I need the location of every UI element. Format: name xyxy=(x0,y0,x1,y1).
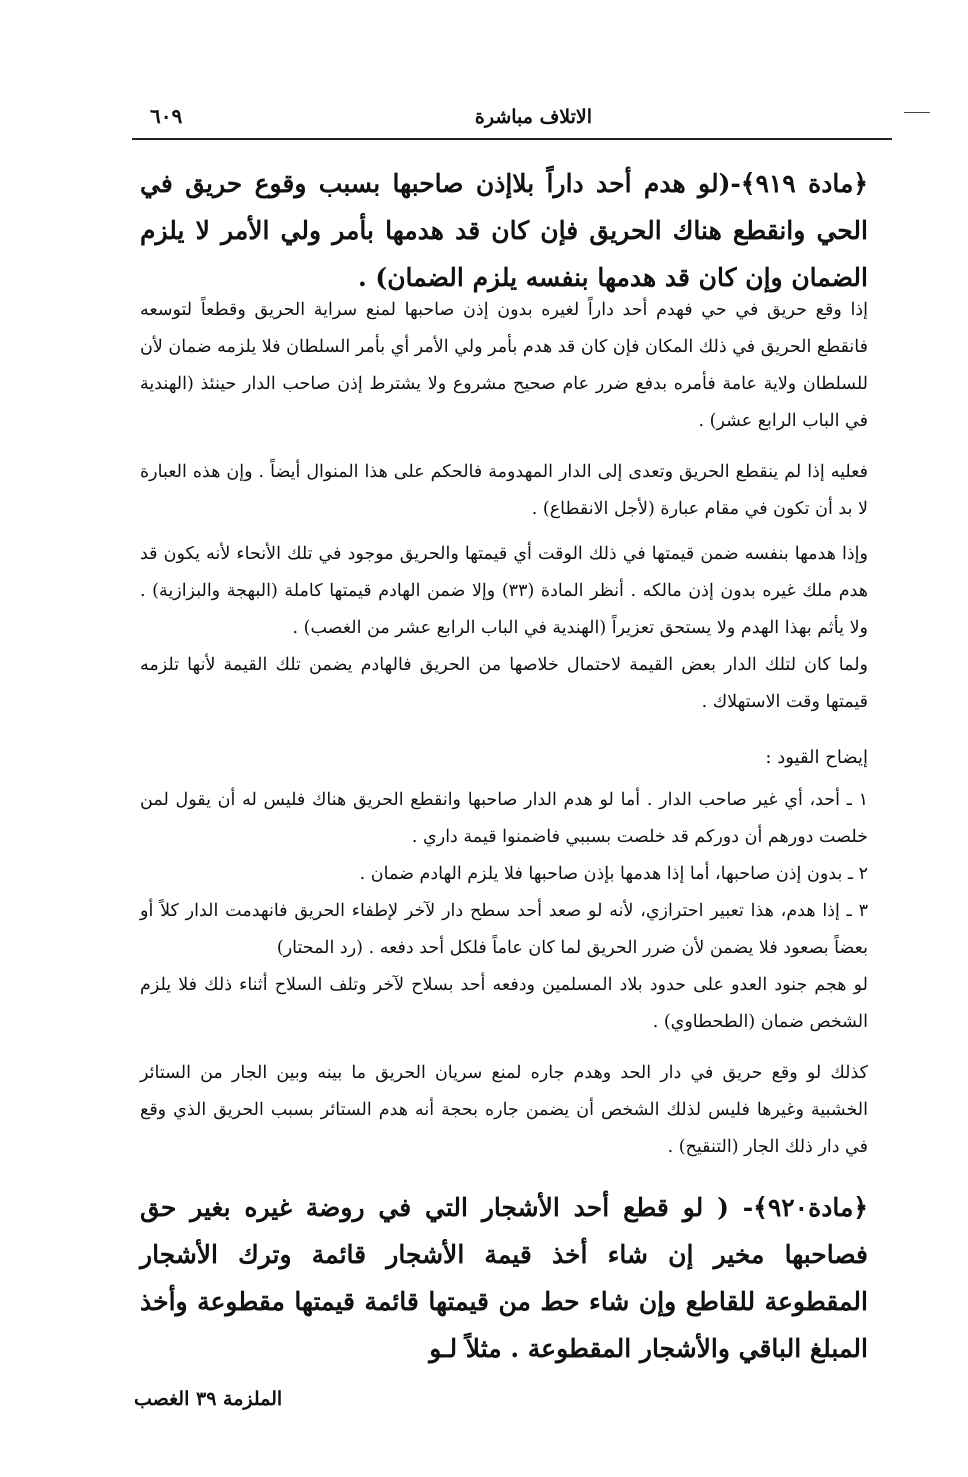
commentary-paragraph-3: وإذا هدمها بنفسه ضمن قيمتها في ذلك الوقت أي قيمتها والحريق موجود في تلك الأنحاء لأنه يكون قد هدم ملك غيره بدون إذن مالكه . أنظر المادة (٣٣) وإلا ضمن الهادم قيمتها كاملة (البهجة والبزازية) . ولا يأثم بهذا الهدم ولا يستحق تعزيراً (الهندية في الباب الرابع عشر من الغصب) . xyxy=(140,544,868,638)
commentary-paragraph-1: إذا وقع حريق في حي فهدم أحد داراً لغيره بدون إذن صاحبها لمنع سراية الحريق وقطعاً لتوسعه فانقطع الحريق في ذلك المكان فإن كان قد هدم بأمر ولي الأمر أي بأمر السلطان فلا يلزمه ضمان لأن للسلطان ولاية عامة فأمره بدفع ضرر عام صحيح مشروع ولا يشترط إذن صاحب الدار حينئذ (الهندية في الباب الرابع عشر) . xyxy=(140,300,868,431)
constraint-item-1: ١ ـ أحد، أي غير صاحب الدار . أما لو هدم الدار صاحبها وانقطع الحريق هناك فليس له أن يقول لمن خلصت دورهم أن دوركم قد خلصت بسببي فاضمنوا قيمة داري . xyxy=(140,790,868,847)
running-title: الاتلاف مباشرة xyxy=(474,106,592,128)
article-919-text: ﴿مادة ٩١٩﴾-(لو هدم أحد داراً بلاإذن صاحبها بسبب وقوع حريق في الحي وانقطع هناك الحريق فإن كان قد هدمها بأمر ولي الأمر لا يلزم الضمان وإن كان قد هدمها بنفسه يلزم الضمان) . xyxy=(140,169,868,292)
constraint-item-2: ٢ ـ بدون إذن صاحبها، أما إذا هدمها بإذن صاحبها فلا يلزم الهادم ضمان . xyxy=(359,864,868,884)
corner-mark xyxy=(904,112,930,113)
article-920 xyxy=(140,1184,868,1372)
header-rule xyxy=(132,138,892,140)
article-920-text: ﴿مادة٩٢٠﴾- ( لو قطع أحد الأشجار التي في روضة غيره بغير حق فصاحبها مخير إن شاء أخذ قيمة الأشجار قائمة وترك الأشجار المقطوعة للقاطع وإن شاء حط من قيمتها قائمة قيمتها مقطوعة وأخذ المبلغ الباقي والأشجار المقطوعة . مثلاً لـو xyxy=(140,1193,868,1363)
constraints-heading: إيضاح القيود : xyxy=(765,747,868,768)
commentary-paragraph-5: لو هجم جنود العدو على حدود بلاد المسلمين ودفعه أحد بسلاح لآخر وتلف السلاح أثناء ذلك فلا يلزم الشخص ضمان (الطحطاوي) . xyxy=(140,975,868,1032)
page-number: ٦٠٩ xyxy=(150,104,183,128)
commentary-paragraph-4: ولما كان لتلك الدار بعض القيمة لاحتمال خلاصها من الحريق فالهادم يضمن تلك القيمة لأنها تلزمه قيمتها وقت الاستهلاك . xyxy=(140,655,868,712)
article-919 xyxy=(140,160,868,301)
commentary-paragraph-6: كذلك لو وقع حريق في دار الحد وهدم جاره لمنع سريان الحريق ما بينه وبين الجار من الستائر الخشبية وغيرها فليس لذلك الشخص أن يضمن جاره بحجة أنه هدم الستائر بسبب الحريق الذي وقع في دار ذلك الجار (التنقيح) . xyxy=(140,1063,868,1157)
page-header xyxy=(132,96,892,136)
commentary xyxy=(140,292,868,1174)
commentary-paragraph-2: فعليه إذا لم ينقطع الحريق وتعدى إلى الدار المهدومة فالحكم على هذا المنوال أيضاً . وإن هذه العبارة لا بد أن تكون في مقام عبارة (لأجل الانقطاع) . xyxy=(140,462,868,519)
constraint-item-3: ٣ ـ إذا هدم، هذا تعبير احترازي، لأنه لو صعد أحد سطح دار لآخر لإطفاء الحريق فانهدمت الدار كلاً أو بعضاً بصعود فلا يضمن لأن ضرر الحريق لما كان عاماً فلكل أحد دفعه . (رد المحتار) xyxy=(140,901,868,958)
signature-mark: الملزمة ٣٩ الغصب xyxy=(134,1388,283,1410)
